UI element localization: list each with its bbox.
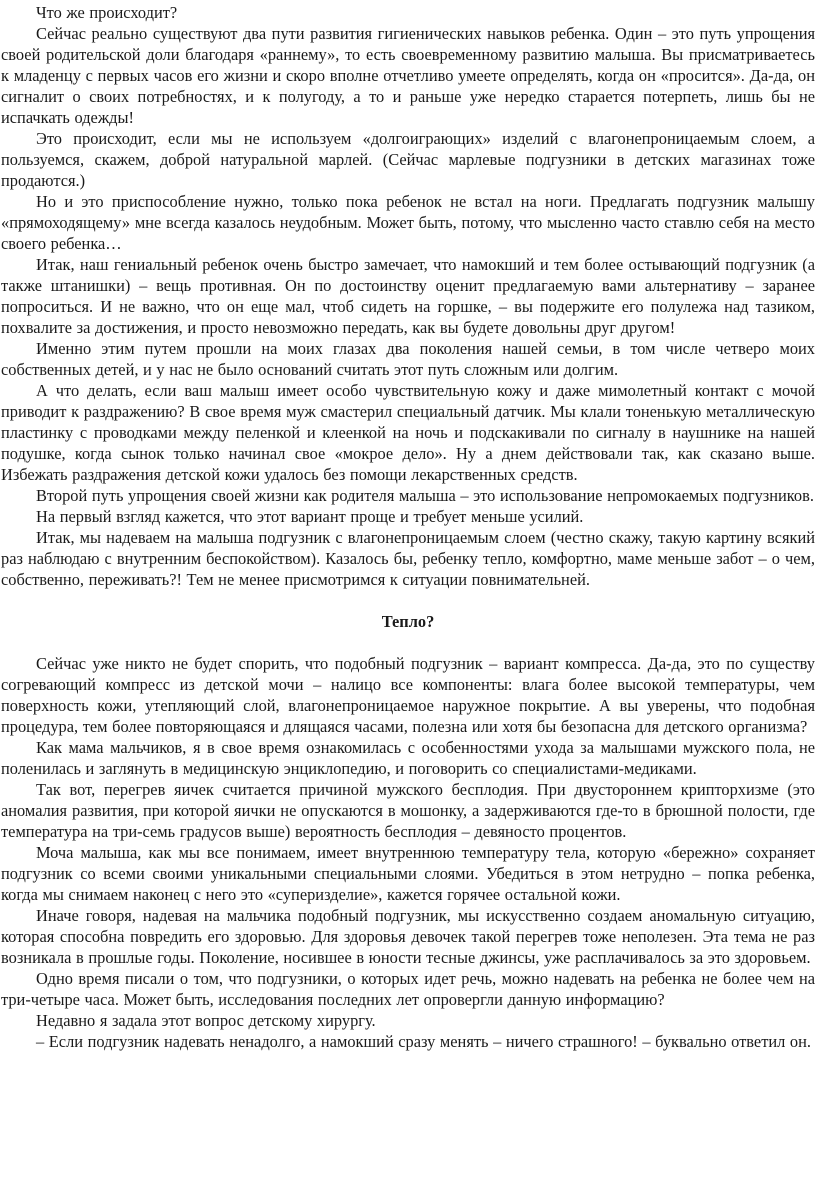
paragraph-urine-temperature: Моча малыша, как мы все понимаем, имеет внутреннюю температуру тела, которую «бережно» сохраняет подгузник со всеми своими уникальными специальными слоями. Убедиться в этом нетрудно – попка ребенка, когда мы снимаем наконец с него это «суперизделие», кажется горячее остальной кожи. — [1, 843, 815, 904]
paragraph-surgeon-answer: – Если подгузник надевать ненадолго, а намокший сразу менять – ничего страшного! – буквально ответил он. — [36, 1032, 811, 1051]
section-heading-warm: Тепло? — [381, 612, 435, 631]
paragraph-two-paths: Сейчас реально существуют два пути развития гигиенических навыков ребенка. Один – это путь упрощения своей родительской доли благодаря «раннему», то есть своевременному развитию малыша. Вы присматриваетесь к младенцу с первых часов его жизни и скоро вполне отчетливо умеете определять, когда он «просится». Да-да, он сигналит о своих потребностях, и к полугоду, а то и раньше уже нередко старается потерпеть, лишь бы не испачкать одежды! — [1, 24, 815, 127]
paragraph-gauze-diapers: Это происходит, если мы не используем «долгоиграющих» изделий с влагонепроницаемым слоем, а пользуемся, скажем, доброй натуральной марлей. (Сейчас марлевые подгузники в детских магазинах тоже продаются.) — [1, 129, 815, 190]
paragraph-what-happens: Что же происходит? — [36, 3, 178, 22]
paragraph-three-four-hours: Одно время писали о том, что подгузники, о которых идет речь, можно надевать на ребенка не более чем на три-четыре часа. Может быть, исследования последних лет опровергли данную информацию? — [1, 969, 815, 1009]
paragraph-sensitive-skin: А что делать, если ваш малыш имеет особо чувствительную кожу и даже мимолетный контакт с мочой приводит к раздражению? В свое время муж смастерил специальный датчик. Мы клали тоненькую металлическую пластинку с проводками между пеленкой и клеенкой на ночь и подскакивали по сигналу в наушнике на нашей подушке, когда сынок только начинал свое «мокрое дело». Ну а днем действовали так, как сказано выше. Избежать раздражения детской кожи удалось без помощи лекарственных средств. — [1, 381, 815, 484]
paragraph-genius-child: Итак, наш гениальный ребенок очень быстро замечает, что намокший и тем более остывающий подгузник (а также штанишки) – вещь противная. Он по достоинству оценит предлагаемую вами альтернативу – заранее попроситься. И не важно, что он еще мал, чтоб сидеть на горшке, – вы подержите его полулежа над тазиком, похвалите за достижения, и просто невозможно передать, как вы будете довольны друг другом! — [1, 255, 815, 337]
paragraph-abnormal-situation: Иначе говоря, надевая на мальчика подобный подгузник, мы искусственно создаем аномальную ситуацию, которая способна повредить его здоровью. Для здоровья девочек такой перегрев тоже неполезен. Эта тема не раз возникала в прошлые годы. Поколение, носившее в юности тесные джинсы, уже расплачивалось за это здоровьем. — [1, 906, 815, 967]
paragraph-first-glance: На первый взгляд кажется, что этот вариант проще и требует меньше усилий. — [36, 507, 584, 526]
paragraph-second-path: Второй путь упрощения своей жизни как родителя малыша – это использование непромокаемых подгузников. — [36, 486, 814, 505]
paragraph-compress: Сейчас уже никто не будет спорить, что подобный подгузник – вариант компресса. Да-да, это по существу согревающий компресс из детской мочи – налицо все компоненты: влага более высокой температуры, чем поверхность кожи, утепляющий слой, влагонепроницаемое наружное покрытие. А вы уверены, что подобная процедура, тем более повторяющаяся и длящаяся часами, полезна или хотя бы безопасна для детского организма? — [1, 654, 815, 736]
paragraph-family-experience: Именно этим путем прошли на моих глазах два поколения нашей семьи, в том числе четверо моих собственных детей, и у нас не было оснований считать этот путь сложным или долгим. — [1, 339, 815, 379]
paragraph-overheating-infertility: Так вот, перегрев яичек считается причиной мужского бесплодия. При двустороннем крипторхизме (это аномалия развития, при которой яички не опускаются в мошонку, а задерживаются где-то в брюшной полости, где температура на три-семь градусов выше) вероятность бесплодия – девяносто процентов. — [1, 780, 815, 841]
paragraph-waterproof-layer: Итак, мы надеваем на малыша подгузник с влагонепроницаемым слоем (честно скажу, такую картину всякий раз наблюдаю с внутренним беспокойством). Казалось бы, ребенку тепло, комфортно, маме меньше забот – о чем, собственно, переживать?! Тем не менее присмотримся к ситуации повнимательней. — [1, 528, 815, 589]
paragraph-asked-surgeon: Недавно я задала этот вопрос детскому хирургу. — [36, 1011, 376, 1030]
paragraph-device-needed: Но и это приспособление нужно, только пока ребенок не встал на ноги. Предлагать подгузник малышу «прямоходящему» мне всегда казалось неудобным. Может быть, потому, что мысленно часто ставлю себя на место своего ребенка… — [1, 192, 815, 253]
paragraph-boys-mom: Как мама мальчиков, я в свое время ознакомилась с особенностями ухода за малышами мужского пола, не поленилась и заглянуть в медицинскую энциклопедию, и поговорить со специалистами-медиками. — [1, 738, 815, 778]
